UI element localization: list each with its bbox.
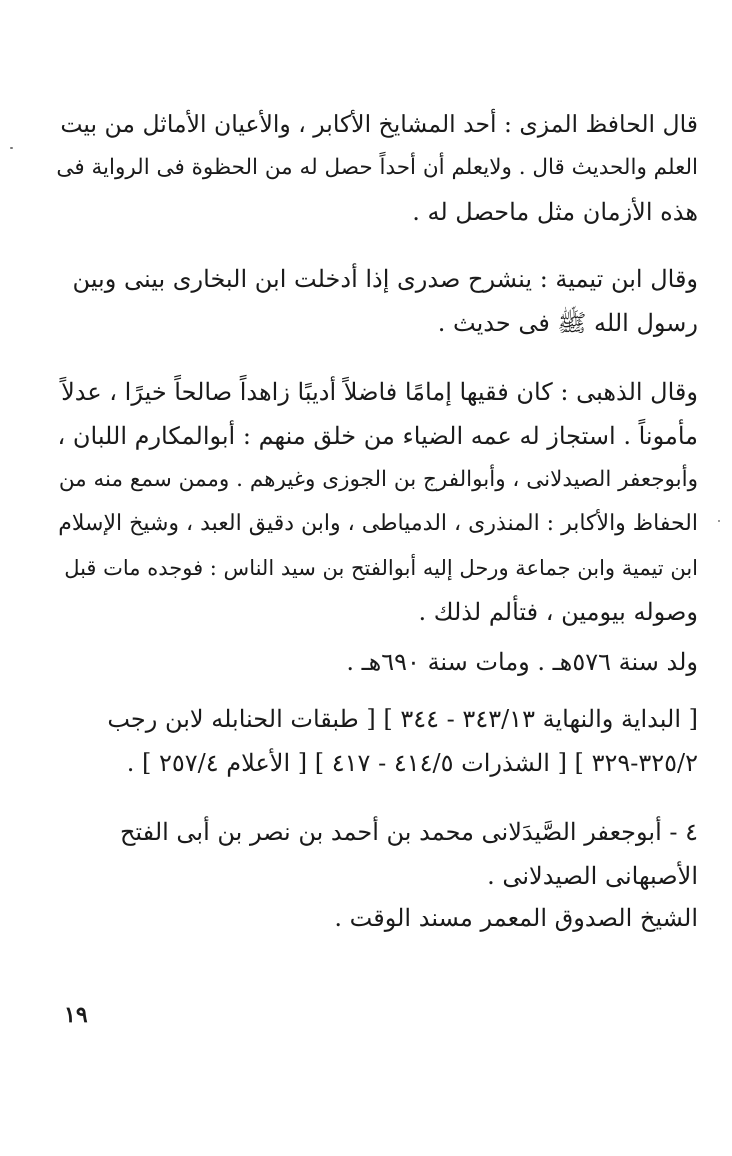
- paragraph-hafiz-mizzi-quote: [52, 102, 698, 234]
- text-line: وصوله بيومين ، فتألم لذلك .: [418, 598, 698, 626]
- paragraph-entry-4-title: [52, 810, 698, 898]
- text-line: مأموناً . استجاز له عمه الضياء من خلق منهم : أبوالمكارم اللبان ،: [57, 422, 698, 450]
- page-number: ١٩: [64, 1002, 88, 1028]
- text-line: رسول الله ﷺ فى حديث .: [437, 309, 698, 337]
- text-line: الأصبهانى الصيدلانى .: [487, 862, 698, 890]
- text-line: [ البداية والنهاية ٣٤٣/١٣ - ٣٤٤ ] [ طبقات الحنابله لابن رجب: [107, 705, 698, 733]
- text-line: ولد سنة ٥٧٦هـ . ومات سنة ٦٩٠هـ .: [346, 648, 698, 676]
- scan-speck-mark: [10, 147, 13, 149]
- paragraph-references: [52, 697, 698, 785]
- text-line: الحفاظ والأكابر : المنذرى ، الدمياطى ، وابن دقيق العبد ، وشيخ الإسلام: [58, 511, 698, 536]
- text-line: هذه الأزمان مثل ماحصل له .: [412, 198, 698, 226]
- text-line: وأبوجعفر الصيدلانى ، وأبوالفرج بن الجوزى وغيرهم . وممن سمع منه من: [58, 467, 698, 492]
- paragraph-ibn-taymiyya-quote: [52, 257, 698, 345]
- text-line: ٣٢٥/٢-٣٢٩ ] [ الشذرات ٤١٤/٥ - ٤١٧ ] [ الأعلام ٢٥٧/٤ ] .: [126, 749, 698, 777]
- text-line: ٤ - أبوجعفر الصَّيدَلانى محمد بن أحمد بن نصر بن أبى الفتح: [119, 818, 698, 846]
- text-line: قال الحافظ المزى : أحد المشايخ الأكابر ، والأعيان الأماثل من بيت: [60, 110, 698, 138]
- paragraph-birth-death: [52, 640, 698, 684]
- paragraph-dhahabi-quote: [52, 370, 698, 634]
- text-line: وقال ابن تيمية : ينشرح صدرى إذا أدخلت ابن البخارى بينى وبين: [72, 265, 698, 293]
- text-line: الشيخ الصدوق المعمر مسند الوقت .: [334, 904, 698, 932]
- paragraph-entry-4-description: [52, 896, 698, 940]
- text-line: العلم والحديث قال . ولايعلم أن أحداً حصل له من الحظوة فى الرواية فى: [56, 155, 698, 180]
- scan-speck-mark: [718, 520, 720, 522]
- text-line: وقال الذهبى : كان فقيها إمامًا فاضلاً أديبًا زاهداً صالحاً خيرًا ، عدلاً: [61, 378, 698, 406]
- text-line: ابن تيمية وابن جماعة ورحل إليه أبوالفتح بن سيد الناس : فوجده مات قبل: [64, 556, 698, 580]
